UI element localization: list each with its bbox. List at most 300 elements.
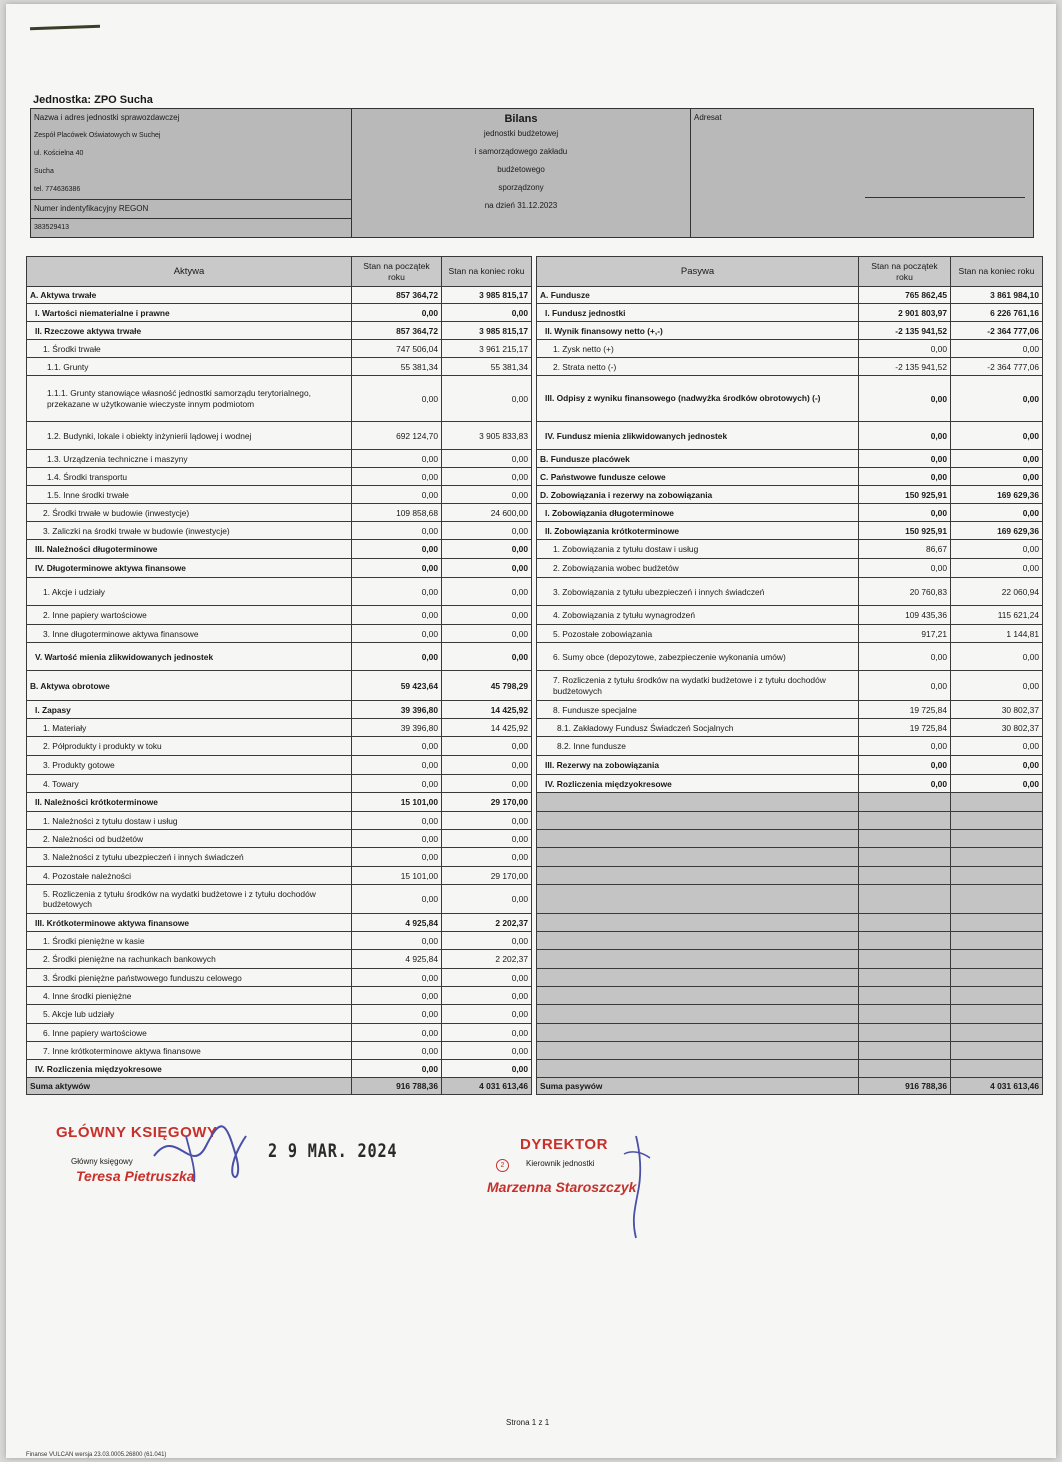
value-end: 0,00 <box>951 340 1043 358</box>
value-start: 0,00 <box>352 376 442 422</box>
value-start: 0,00 <box>352 737 442 756</box>
row-label: I. Fundusz jednostki <box>537 304 859 322</box>
aktywa-header: Aktywa <box>27 257 352 287</box>
value-start: 0,00 <box>352 1060 442 1078</box>
table-row <box>537 775 1043 793</box>
value-end: 2 202,37 <box>442 914 532 932</box>
empty-row <box>537 914 1043 932</box>
value-start: 0,00 <box>352 987 442 1005</box>
value-end: 0,00 <box>951 504 1043 522</box>
title-line: jednostki budżetowej <box>483 129 559 138</box>
table-row <box>27 625 532 643</box>
value-start: 20 760,83 <box>859 578 951 606</box>
value-end: 0,00 <box>442 540 532 559</box>
empty-cell <box>859 987 951 1005</box>
empty-row <box>537 932 1043 950</box>
value-start: 0,00 <box>859 504 951 522</box>
start-header: Stan na początek roku <box>352 257 442 287</box>
row-label: IV. Rozliczenia międzyokresowe <box>27 1060 352 1078</box>
value-end: 14 425,92 <box>442 719 532 737</box>
value-start: 0,00 <box>352 450 442 468</box>
value-end: 0,00 <box>442 1024 532 1042</box>
empty-row <box>537 950 1043 969</box>
value-start: 0,00 <box>352 643 442 671</box>
header-adresat <box>691 109 1033 237</box>
value-start: 0,00 <box>859 671 951 701</box>
table-row <box>27 756 532 775</box>
end-header: Stan na koniec roku <box>442 257 532 287</box>
empty-cell <box>951 932 1043 950</box>
row-label: 6. Inne papiery wartościowe <box>27 1024 352 1042</box>
adresat-label: Adresat <box>694 113 722 122</box>
table-row <box>27 540 532 559</box>
empty-cell <box>537 914 859 932</box>
value-end: 29 170,00 <box>442 867 532 885</box>
value-end: 0,00 <box>951 376 1043 422</box>
value-start: 0,00 <box>859 468 951 486</box>
value-end: 0,00 <box>442 932 532 950</box>
total-end: 4 031 613,46 <box>951 1078 1043 1095</box>
empty-cell <box>537 812 859 830</box>
empty-cell <box>859 950 951 969</box>
row-label: 1.1. Grunty <box>27 358 352 376</box>
row-label: 8.1. Zakładowy Fundusz Świadczeń Socjalnych <box>537 719 859 737</box>
value-end: 3 985 815,17 <box>442 287 532 304</box>
director-role: Kierownik jednostki <box>526 1159 595 1168</box>
value-end: 0,00 <box>442 1042 532 1060</box>
empty-cell <box>537 950 859 969</box>
empty-cell <box>951 1042 1043 1060</box>
empty-row <box>537 812 1043 830</box>
row-label: A. Aktywa trwałe <box>27 287 352 304</box>
page-number: Strona 1 z 1 <box>506 1418 550 1427</box>
title-line: budżetowego <box>497 165 545 174</box>
value-end: 0,00 <box>442 737 532 756</box>
table-row <box>27 1024 532 1042</box>
empty-cell <box>859 969 951 987</box>
row-label: 4. Pozostałe należności <box>27 867 352 885</box>
value-start: 0,00 <box>859 737 951 756</box>
value-end: 0,00 <box>442 559 532 578</box>
value-start: 0,00 <box>352 848 442 867</box>
value-end: 115 621,24 <box>951 606 1043 625</box>
value-end: 22 060,94 <box>951 578 1043 606</box>
table-row <box>27 987 532 1005</box>
empty-row <box>537 830 1043 848</box>
row-label: 4. Inne środki pieniężne <box>27 987 352 1005</box>
row-label: III. Rezerwy na zobowiązania <box>537 756 859 775</box>
table-row <box>537 643 1043 671</box>
empty-cell <box>951 1005 1043 1024</box>
empty-cell <box>951 848 1043 867</box>
row-label: 2. Strata netto (-) <box>537 358 859 376</box>
empty-cell <box>537 793 859 812</box>
table-row <box>27 606 532 625</box>
value-end: 0,00 <box>951 559 1043 578</box>
pen-mark <box>30 25 100 30</box>
row-label: II. Zobowiązania krótkoterminowe <box>537 522 859 540</box>
empty-cell <box>951 1024 1043 1042</box>
value-start: 0,00 <box>859 775 951 793</box>
table-row <box>27 643 532 671</box>
table-row <box>27 559 532 578</box>
row-label: 2. Należności od budżetów <box>27 830 352 848</box>
value-start: 59 423,64 <box>352 671 442 701</box>
table-row <box>27 1042 532 1060</box>
value-start: -2 135 941,52 <box>859 358 951 376</box>
document-sheet <box>6 4 1056 1458</box>
empty-cell <box>537 969 859 987</box>
unit-street: ul. Kościelna 40 <box>34 150 84 157</box>
value-end: 0,00 <box>442 450 532 468</box>
table-row <box>27 830 532 848</box>
value-end: 30 802,37 <box>951 719 1043 737</box>
table-row <box>537 737 1043 756</box>
value-end: 1 144,81 <box>951 625 1043 643</box>
empty-cell <box>951 793 1043 812</box>
empty-cell <box>859 914 951 932</box>
row-label: 2. Środki trwałe w budowie (inwestycje) <box>27 504 352 522</box>
row-label: D. Zobowiązania i rezerwy na zobowiązania <box>537 486 859 504</box>
table-row <box>537 304 1043 322</box>
row-label: 2. Półprodukty i produkty w toku <box>27 737 352 756</box>
regon-label: Numer indentyfikacyjny REGON <box>31 199 351 218</box>
row-label: 8.2. Inne fundusze <box>537 737 859 756</box>
row-label: IV. Fundusz mienia zlikwidowanych jednostek <box>537 422 859 450</box>
value-end: 45 798,29 <box>442 671 532 701</box>
empty-cell <box>537 1024 859 1042</box>
empty-cell <box>859 1042 951 1060</box>
table-row <box>27 969 532 987</box>
row-label: 3. Zobowiązania z tytułu ubezpieczeń i innych świadczeń <box>537 578 859 606</box>
value-start: 19 725,84 <box>859 719 951 737</box>
value-start: 917,21 <box>859 625 951 643</box>
value-end: 3 961 215,17 <box>442 340 532 358</box>
value-start: 747 506,04 <box>352 340 442 358</box>
row-label: 4. Towary <box>27 775 352 793</box>
end-header: Stan na koniec roku <box>951 257 1043 287</box>
table-row <box>27 450 532 468</box>
value-start: 0,00 <box>352 578 442 606</box>
value-start: -2 135 941,52 <box>859 322 951 340</box>
value-end: 0,00 <box>442 885 532 914</box>
value-start: 86,67 <box>859 540 951 559</box>
value-start: 15 101,00 <box>352 793 442 812</box>
row-label: IV. Rozliczenia międzyokresowe <box>537 775 859 793</box>
table-row <box>27 914 532 932</box>
table-row <box>27 486 532 504</box>
empty-cell <box>859 885 951 914</box>
empty-cell <box>859 1060 951 1078</box>
value-end: 0,00 <box>442 775 532 793</box>
value-start: 0,00 <box>352 625 442 643</box>
value-end: 3 861 984,10 <box>951 287 1043 304</box>
table-row <box>27 867 532 885</box>
empty-cell <box>859 1005 951 1024</box>
row-label: 1. Zysk netto (+) <box>537 340 859 358</box>
empty-row <box>537 793 1043 812</box>
table-row <box>27 376 532 422</box>
value-end: 0,00 <box>951 540 1043 559</box>
table-row <box>27 775 532 793</box>
row-label: 5. Akcje lub udziały <box>27 1005 352 1024</box>
empty-row <box>537 1005 1043 1024</box>
table-row <box>537 504 1043 522</box>
total-label: Suma pasywów <box>537 1078 859 1095</box>
value-end: 0,00 <box>442 812 532 830</box>
table-row <box>537 540 1043 559</box>
row-label: III. Należności długoterminowe <box>27 540 352 559</box>
empty-cell <box>951 812 1043 830</box>
value-start: 857 364,72 <box>352 287 442 304</box>
value-end: 0,00 <box>442 830 532 848</box>
value-start: 0,00 <box>352 559 442 578</box>
table-row <box>27 737 532 756</box>
table-row <box>27 719 532 737</box>
value-end: 0,00 <box>442 643 532 671</box>
value-end: 55 381,34 <box>442 358 532 376</box>
row-label: III. Odpisy z wyniku finansowego (nadwyżka środków obrotowych) (-) <box>537 376 859 422</box>
value-end: 0,00 <box>442 969 532 987</box>
pasywa-header: Pasywa <box>537 257 859 287</box>
empty-cell <box>537 987 859 1005</box>
empty-row <box>537 1060 1043 1078</box>
row-label: 5. Pozostałe zobowiązania <box>537 625 859 643</box>
value-start: 0,00 <box>859 559 951 578</box>
table-row <box>27 950 532 969</box>
table-row <box>537 559 1043 578</box>
table-row <box>27 701 532 719</box>
empty-cell <box>951 914 1043 932</box>
table-row <box>27 671 532 701</box>
chief-accountant-role: Główny księgowy <box>71 1157 133 1166</box>
value-start: 0,00 <box>352 522 442 540</box>
empty-row <box>537 867 1043 885</box>
chief-accountant-stamp: GŁÓWNY KSIĘGOWY <box>56 1124 218 1141</box>
row-label: B. Aktywa obrotowe <box>27 671 352 701</box>
empty-row <box>537 885 1043 914</box>
value-end: 0,00 <box>442 987 532 1005</box>
row-label: 1. Materiały <box>27 719 352 737</box>
empty-cell <box>537 1042 859 1060</box>
table-row <box>537 340 1043 358</box>
accountant-signature <box>146 1116 256 1186</box>
name-label: Nazwa i adres jednostki sprawozdawczej <box>34 113 180 122</box>
empty-cell <box>951 885 1043 914</box>
value-end: 0,00 <box>951 671 1043 701</box>
row-label: 1.1.1. Grunty stanowiące własność jednostki samorządu terytorialnego, przekazane w użytkowanie wieczyste innym podmiotom <box>27 376 352 422</box>
value-end: 0,00 <box>951 756 1043 775</box>
row-label: I. Zapasy <box>27 701 352 719</box>
pasywa-table <box>536 256 1043 1095</box>
row-label: 2. Inne papiery wartościowe <box>27 606 352 625</box>
table-row <box>27 358 532 376</box>
row-label: I. Wartości niematerialne i prawne <box>27 304 352 322</box>
value-start: 0,00 <box>352 885 442 914</box>
total-start: 916 788,36 <box>352 1078 442 1095</box>
value-start: 150 925,91 <box>859 486 951 504</box>
value-start: 109 858,68 <box>352 504 442 522</box>
row-label: A. Fundusze <box>537 287 859 304</box>
director-name: Marzenna Staroszczyk <box>487 1179 637 1195</box>
empty-cell <box>859 793 951 812</box>
adresat-line <box>865 197 1025 198</box>
row-label: B. Fundusze placówek <box>537 450 859 468</box>
value-start: 0,00 <box>352 756 442 775</box>
value-start: 0,00 <box>352 304 442 322</box>
value-end: -2 364 777,06 <box>951 322 1043 340</box>
header-box <box>30 108 1034 238</box>
software-footer: Finanse VULCAN wersja 23.03.0005.26800 (61.041) <box>26 1452 167 1458</box>
unit-name: Zespół Placówek Oświatowych w Suchej <box>34 132 161 139</box>
value-start: 692 124,70 <box>352 422 442 450</box>
value-end: 6 226 761,16 <box>951 304 1043 322</box>
empty-cell <box>951 830 1043 848</box>
value-start: 150 925,91 <box>859 522 951 540</box>
empty-row <box>537 848 1043 867</box>
value-start: 765 862,45 <box>859 287 951 304</box>
row-label: 1. Należności z tytułu dostaw i usług <box>27 812 352 830</box>
value-end: 14 425,92 <box>442 701 532 719</box>
table-row <box>27 287 532 304</box>
total-start: 916 788,36 <box>859 1078 951 1095</box>
row-label: 1. Zobowiązania z tytułu dostaw i usług <box>537 540 859 559</box>
row-label: 3. Produkty gotowe <box>27 756 352 775</box>
empty-cell <box>537 932 859 950</box>
row-label: 5. Rozliczenia z tytułu środków na wydatki budżetowe i z tytułu dochodów budżetowych <box>27 885 352 914</box>
value-end: 0,00 <box>442 304 532 322</box>
row-label: 3. Zaliczki na środki trwałe w budowie (inwestycje) <box>27 522 352 540</box>
value-end: 3 905 833,83 <box>442 422 532 450</box>
table-row <box>537 625 1043 643</box>
aktywa-table <box>26 256 532 1095</box>
value-start: 39 396,80 <box>352 701 442 719</box>
table-row <box>27 468 532 486</box>
value-end: 0,00 <box>442 468 532 486</box>
table-row <box>27 422 532 450</box>
value-end: 0,00 <box>442 756 532 775</box>
value-start: 0,00 <box>352 486 442 504</box>
row-label: 1. Środki trwałe <box>27 340 352 358</box>
value-end: 0,00 <box>442 848 532 867</box>
row-label: II. Należności krótkoterminowe <box>27 793 352 812</box>
regon-value: 383529413 <box>31 218 351 237</box>
table-row <box>27 812 532 830</box>
table-row <box>537 358 1043 376</box>
empty-cell <box>859 1024 951 1042</box>
row-label: 1.4. Środki transportu <box>27 468 352 486</box>
table-row <box>27 322 532 340</box>
value-start: 0,00 <box>352 969 442 987</box>
row-label: 1. Akcje i udziały <box>27 578 352 606</box>
value-end: 0,00 <box>951 450 1043 468</box>
title-line: i samorządowego zakładu <box>474 147 568 156</box>
row-label: V. Wartość mienia zlikwidowanych jednostek <box>27 643 352 671</box>
total-row <box>537 1078 1043 1095</box>
empty-cell <box>859 932 951 950</box>
value-end: 0,00 <box>951 775 1043 793</box>
value-start: 0,00 <box>352 1042 442 1060</box>
table-row <box>27 848 532 867</box>
title-line: sporządzony <box>498 183 544 192</box>
value-start: 0,00 <box>859 340 951 358</box>
value-start: 0,00 <box>352 540 442 559</box>
row-label: I. Zobowiązania długoterminowe <box>537 504 859 522</box>
value-end: 0,00 <box>951 422 1043 450</box>
empty-cell <box>859 830 951 848</box>
value-start: 0,00 <box>352 1024 442 1042</box>
value-end: -2 364 777,06 <box>951 358 1043 376</box>
value-end: 2 202,37 <box>442 950 532 969</box>
row-label: 3. Inne długoterminowe aktywa finansowe <box>27 625 352 643</box>
row-label: C. Państwowe fundusze celowe <box>537 468 859 486</box>
table-row <box>27 304 532 322</box>
table-row <box>537 756 1043 775</box>
total-end: 4 031 613,46 <box>442 1078 532 1095</box>
table-row <box>537 468 1043 486</box>
row-label: 2. Środki pieniężne na rachunkach bankowych <box>27 950 352 969</box>
empty-cell <box>537 1060 859 1078</box>
value-end: 0,00 <box>951 737 1043 756</box>
table-row <box>537 450 1043 468</box>
value-start: 857 364,72 <box>352 322 442 340</box>
table-row <box>27 885 532 914</box>
director-stamp: DYREKTOR <box>520 1136 608 1153</box>
value-end: 0,00 <box>442 625 532 643</box>
table-row <box>27 793 532 812</box>
value-start: 109 435,36 <box>859 606 951 625</box>
balance-date: na dzień 31.12.2023 <box>484 201 558 210</box>
empty-cell <box>951 867 1043 885</box>
chief-accountant-name: Teresa Pietruszka <box>76 1168 195 1184</box>
row-label: 1.2. Budynki, lokale i obiekty inżynierii lądowej i wodnej <box>27 422 352 450</box>
row-label: 2. Zobowiązania wobec budżetów <box>537 559 859 578</box>
total-label: Suma aktywów <box>27 1078 352 1095</box>
row-label: 3. Należności z tytułu ubezpieczeń i innych świadczeń <box>27 848 352 867</box>
empty-cell <box>859 848 951 867</box>
table-row <box>537 376 1043 422</box>
table-row <box>537 578 1043 606</box>
row-label: IV. Długoterminowe aktywa finansowe <box>27 559 352 578</box>
row-label: 1.5. Inne środki trwałe <box>27 486 352 504</box>
empty-cell <box>951 1060 1043 1078</box>
empty-row <box>537 969 1043 987</box>
table-row <box>537 486 1043 504</box>
value-end: 169 629,36 <box>951 522 1043 540</box>
table-row <box>537 287 1043 304</box>
header-unit-info <box>31 109 352 237</box>
value-end: 30 802,37 <box>951 701 1043 719</box>
row-label: III. Krótkoterminowe aktywa finansowe <box>27 914 352 932</box>
value-start: 2 901 803,97 <box>859 304 951 322</box>
header-title <box>352 109 691 237</box>
start-header: Stan na początek roku <box>859 257 951 287</box>
row-label: 1. Środki pieniężne w kasie <box>27 932 352 950</box>
empty-cell <box>951 950 1043 969</box>
value-start: 0,00 <box>859 422 951 450</box>
row-label: 3. Środki pieniężne państwowego funduszu celowego <box>27 969 352 987</box>
row-label: II. Rzeczowe aktywa trwałe <box>27 322 352 340</box>
value-start: 0,00 <box>352 468 442 486</box>
value-end: 0,00 <box>442 578 532 606</box>
value-start: 0,00 <box>352 932 442 950</box>
table-row <box>27 522 532 540</box>
empty-cell <box>537 1005 859 1024</box>
value-start: 0,00 <box>859 643 951 671</box>
table-row <box>27 1005 532 1024</box>
table-row <box>27 340 532 358</box>
table-row <box>537 422 1043 450</box>
